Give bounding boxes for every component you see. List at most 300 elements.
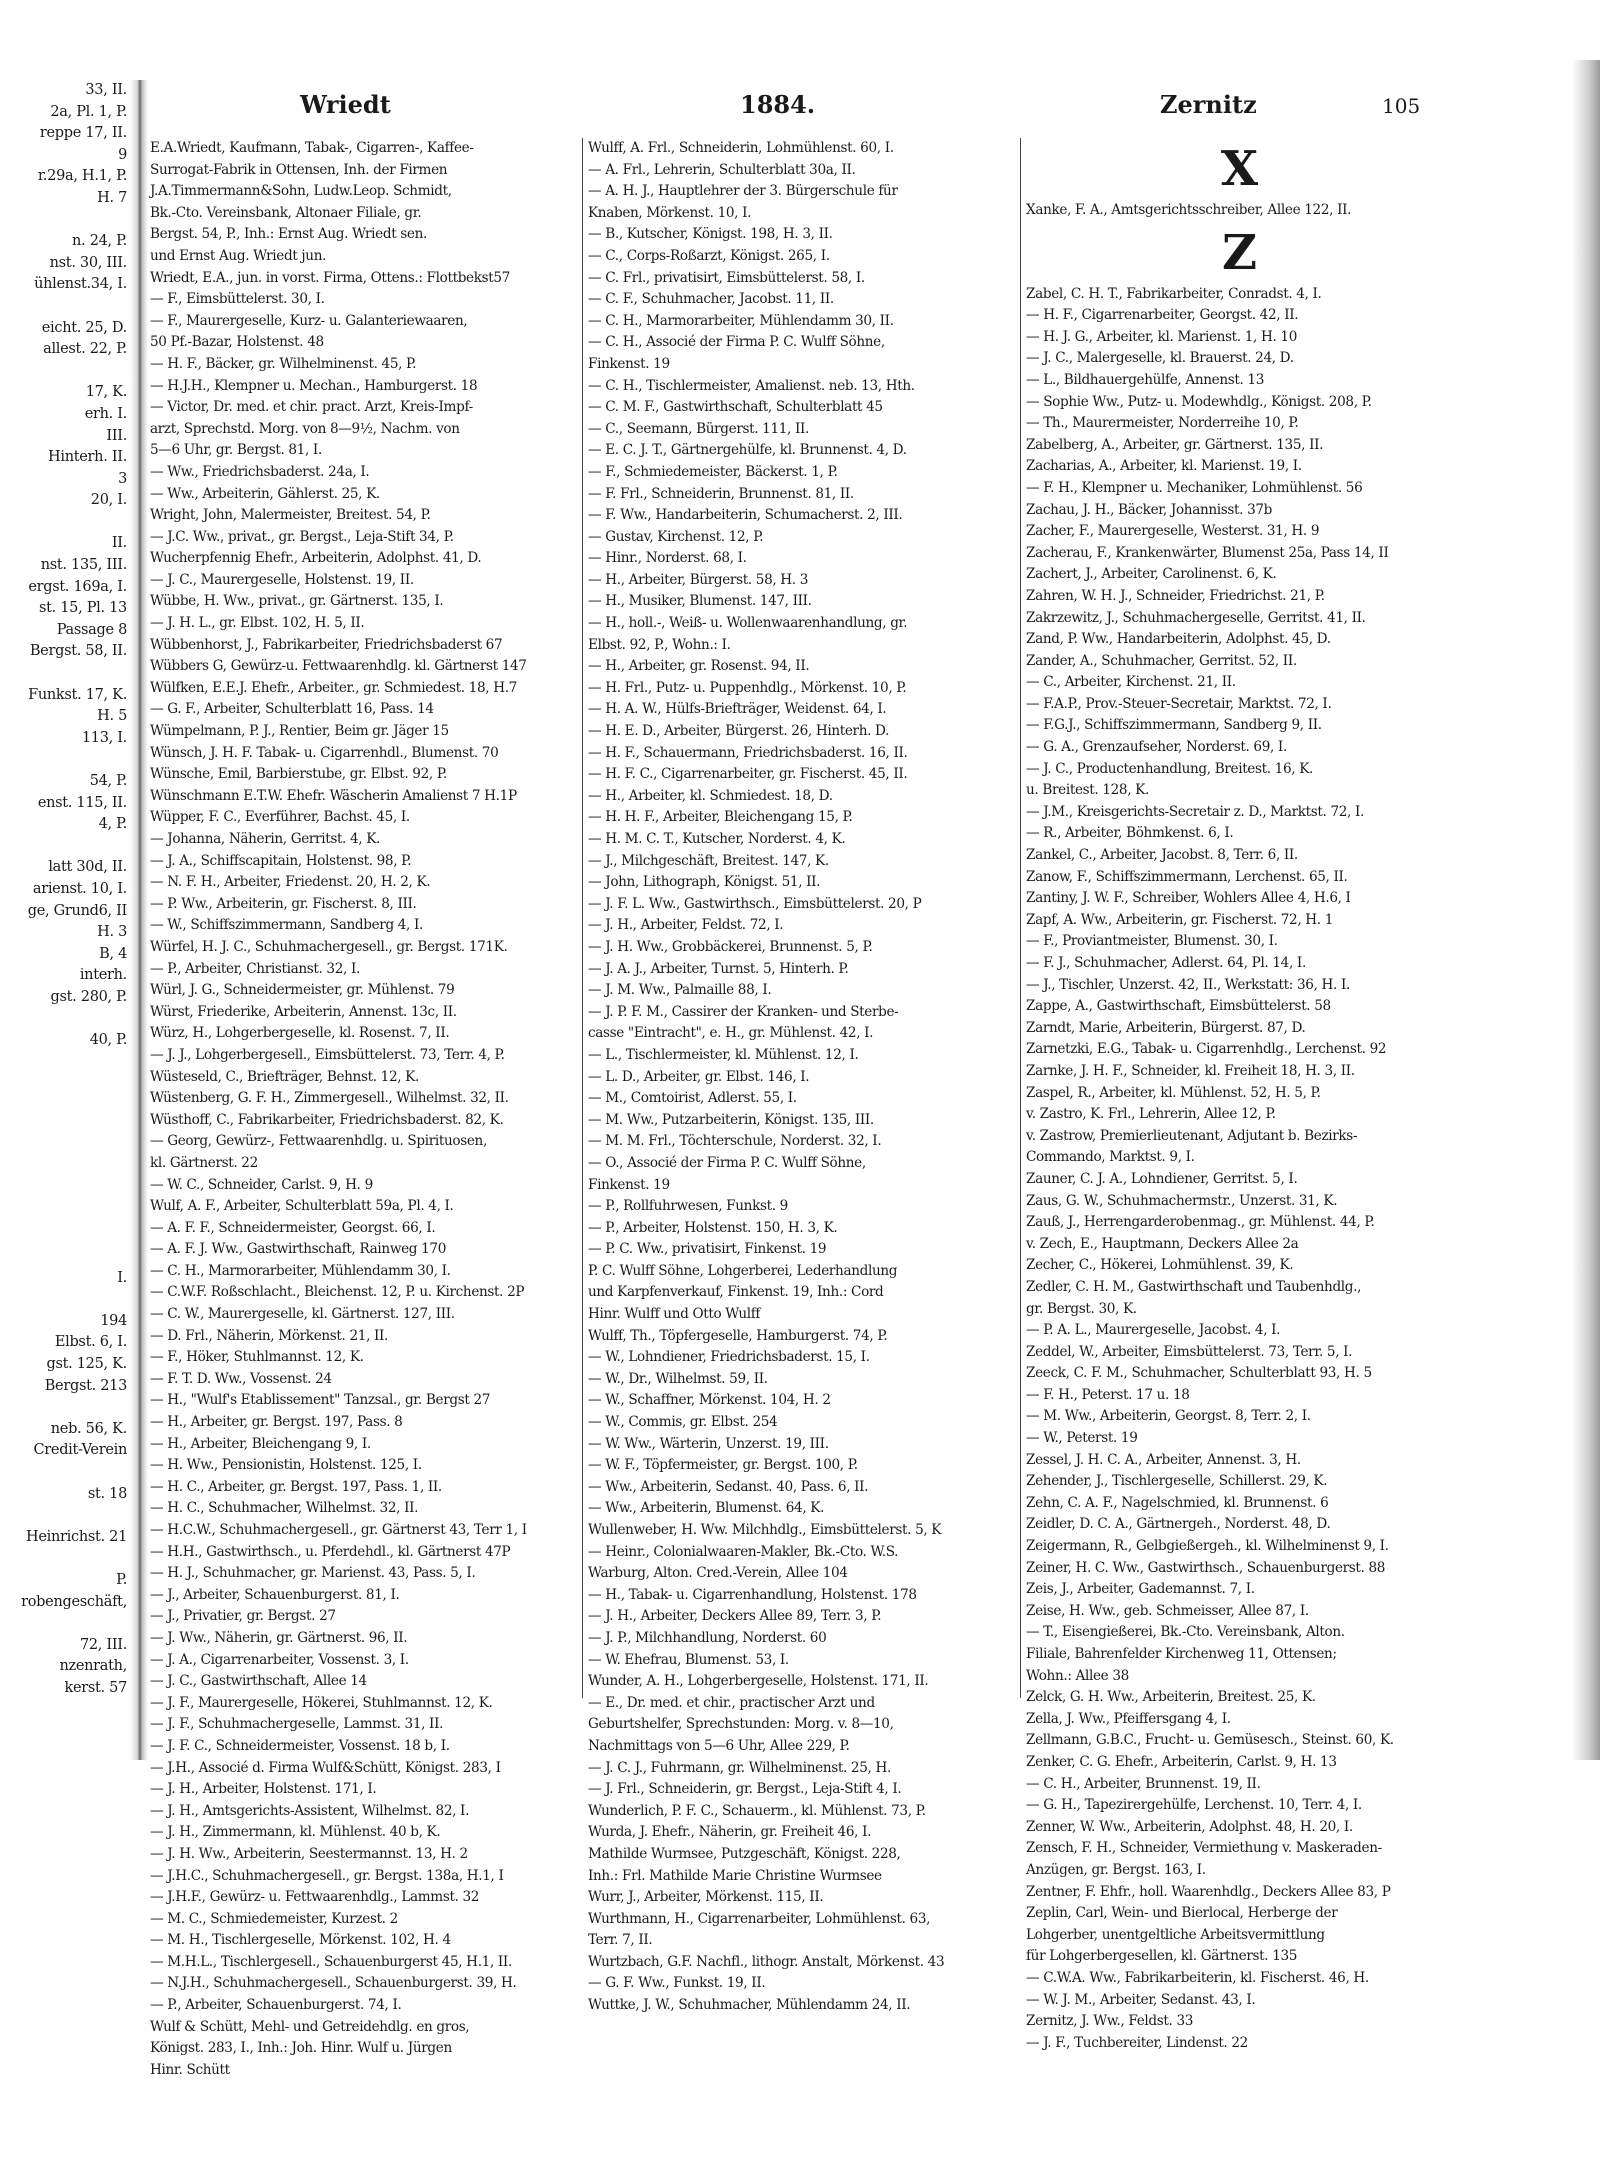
strip-line: neb. 56, K. <box>50 1420 127 1437</box>
directory-entry: — J. H., Arbeiter, Holstenst. 171, I. <box>150 1781 377 1798</box>
directory-entry: — C.W.F. Roßschlacht., Bleichenst. 12, P. u. Kirchenst. 2P <box>150 1284 525 1301</box>
directory-entry: — W., Dr., Wilhelmst. 59, II. <box>588 1370 768 1387</box>
directory-entry: — C. Frl., privatisirt, Eimsbüttelerst. 58, I. <box>588 269 865 286</box>
directory-entry: 50 Pf.-Bazar, Holstenst. 48 <box>150 334 324 351</box>
directory-entry: Wümpelmann, P. J., Rentier, Beim gr. Jäger 15 <box>150 723 449 740</box>
directory-entry: — J. P. F. M., Cassirer der Kranken- und Sterbe- <box>588 1003 899 1020</box>
header-right-catchword: Zernitz <box>1160 90 1257 119</box>
strip-line: 2a, Pl. 1, P. <box>50 103 127 120</box>
directory-entry: — P., Arbeiter, Schauenburgerst. 74, I. <box>150 1997 402 2014</box>
directory-entry: — Johanna, Näherin, Gerritst. 4, K. <box>150 831 381 847</box>
directory-entry: Bergst. 54, P., Inh.: Ernst Aug. Wriedt sen. <box>150 226 427 243</box>
directory-entry: Zeise, H. Ww., geb. Schmeisser, Allee 87, I. <box>1026 1602 1309 1619</box>
directory-entry: — C., Arbeiter, Kirchenst. 21, II. <box>1026 674 1236 691</box>
strip-line <box>0 1505 135 1527</box>
strip-line: latt 30d, II. <box>48 859 127 876</box>
directory-entry: Zacharias, A., Arbeiter, kl. Marienst. 19, I. <box>1026 458 1302 475</box>
directory-entry: — H.C.W., Schuhmachergesell., gr. Gärtnerst 43, Terr 1, I <box>150 1522 527 1538</box>
page-body <box>150 80 1510 2078</box>
directory-entry: — Georg, Gewürz-, Fettwaarenhdlg. u. Spirituosen, <box>150 1133 487 1150</box>
directory-entry: — J. F., Schuhmachergeselle, Lammst. 31, II. <box>150 1716 444 1733</box>
directory-entry: — W., Commis, gr. Elbst. 254 <box>588 1414 778 1431</box>
directory-entry: — G. F., Arbeiter, Schulterblatt 16, Pass. 14 <box>150 701 434 718</box>
page-number: 105 <box>1382 94 1421 118</box>
directory-entry: Wübbers G, Gewürz-u. Fettwaarenhdlg. kl. Gärtnerst 147 <box>150 658 527 675</box>
directory-entry: — Ww., Friedrichsbaderst. 24a, I. <box>150 463 370 480</box>
strip-line: P. <box>116 1571 127 1588</box>
directory-entry: — G. F. Ww., Funkst. 19, II. <box>588 1975 766 1992</box>
directory-entry: J.A.Timmermann&Sohn, Ludw.Leop. Schmidt, <box>150 183 452 200</box>
directory-entry: — J.H.F., Gewürz- u. Fettwaarenhdlg., Lammst. 32 <box>150 1889 480 1906</box>
directory-entry: — C. H., Marmorarbeiter, Mühlendamm 30, II. <box>588 312 894 329</box>
directory-entry: — H., Arbeiter, gr. Bergst. 197, Pass. 8 <box>150 1414 403 1431</box>
directory-entry: — J.H., Associé d. Firma Wulf&Schütt, Königst. 283, I <box>150 1759 501 1776</box>
directory-entry: — N.J.H., Schuhmachergesell., Schauenburgerst. 39, H. <box>150 1975 517 1992</box>
strip-line: ergst. 169a, I. <box>28 578 127 595</box>
directory-entry: Finkenst. 19 <box>588 1176 670 1193</box>
directory-entry: Wüpper, F. C., Everführer, Bachst. 45, I. <box>150 809 410 826</box>
directory-entry: Zessel, J. H. C. A., Arbeiter, Annenst. 3, H. <box>1026 1451 1301 1468</box>
directory-entry: — P., Arbeiter, Holstenst. 150, H. 3, K. <box>588 1219 838 1236</box>
directory-entry: Zantiny, J. W. F., Schreiber, Wohlers Allee 4, H.6, I <box>1026 890 1351 907</box>
section-letter: Z <box>1221 224 1258 281</box>
directory-entry: v. Zech, E., Hauptmann, Deckers Allee 2a <box>1026 1235 1299 1252</box>
strip-line: nst. 135, III. <box>40 557 127 574</box>
directory-entry: gr. Bergst. 30, K. <box>1026 1300 1137 1317</box>
directory-entry: — J., Arbeiter, Schauenburgerst. 81, I. <box>150 1586 400 1603</box>
directory-entry: — O., Associé der Firma P. C. Wulff Söhne, <box>588 1154 866 1171</box>
directory-entry: — A. Frl., Lehrerin, Schulterblatt 30a, II. <box>588 161 856 178</box>
strip-line: Credit-Verein <box>33 1442 127 1459</box>
directory-entry: — M. H., Tischlergeselle, Mörkenst. 102, H. 4 <box>150 1932 451 1949</box>
directory-entry: — C. H., Marmorarbeiter, Mühlendamm 30, I. <box>150 1262 451 1279</box>
directory-entry: Wübbe, H. Ww., privat., gr. Gärtnerst. 135, I. <box>150 593 444 610</box>
directory-entry: — G. H., Tapezirergehülfe, Lerchenst. 10, Terr. 4, I. <box>1026 1797 1362 1814</box>
directory-entry: Würl, J. G., Schneidermeister, gr. Mühlenst. 79 <box>150 982 455 999</box>
strip-line: Heinrichst. 21 <box>26 1528 127 1545</box>
directory-entry: — W. J. M., Arbeiter, Sedanst. 43, I. <box>1026 1991 1256 2008</box>
strip-line: 72, III. <box>79 1636 127 1653</box>
directory-entry: Wüstenberg, G. F. H., Zimmergesell., Wilhelmst. 32, II. <box>150 1090 509 1107</box>
directory-entry: Surrogat-Fabrik in Ottensen, Inh. der Firmen <box>150 161 448 178</box>
directory-entry: — P. Ww., Arbeiterin, gr. Fischerst. 8, III. <box>150 895 417 912</box>
directory-entry: Wulf, A. F., Arbeiter, Schulterblatt 59a, Pl. 4, I. <box>150 1198 454 1215</box>
adjacent-page-strip <box>0 80 135 1760</box>
directory-entry: Geburtshelfer, Sprechstunden: Morg. v. 8—10, <box>588 1716 894 1733</box>
strip-line: II. <box>111 535 127 552</box>
directory-entry: — J. H. Ww., Grobbäckerei, Brunnenst. 5, P. <box>588 938 873 955</box>
strip-line: nst. 30, III. <box>49 254 127 271</box>
directory-entry: — F. H., Peterst. 17 u. 18 <box>1026 1386 1190 1403</box>
directory-entry: Finkenst. 19 <box>588 355 670 372</box>
directory-entry: Zappe, A., Gastwirthschaft, Eimsbüttelerst. 58 <box>1026 998 1331 1015</box>
directory-entry: Nachmittags von 5—6 Uhr, Allee 229, P. <box>588 1737 850 1754</box>
strip-line: enst. 115, II. <box>37 794 127 811</box>
directory-entry: — J., Tischler, Unzerst. 42, II., Werkstatt: 36, H. I. <box>1026 976 1350 993</box>
directory-entry: — F., Höker, Stuhlmannst. 12, K. <box>150 1349 364 1366</box>
strip-line <box>0 296 135 318</box>
strip-line: interh. <box>79 967 127 984</box>
directory-entry: — F.G.J., Schiffszimmermann, Sandberg 9, II. <box>1026 717 1322 734</box>
directory-entry: — J. H., Amtsgerichts-Assistent, Wilhelmst. 82, I. <box>150 1802 470 1819</box>
strip-line <box>0 1095 135 1117</box>
strip-line: 9 <box>118 146 127 163</box>
strip-line: gst. 125, K. <box>46 1356 127 1373</box>
directory-entry: — H., Arbeiter, Bleichengang 9, I. <box>150 1435 371 1452</box>
directory-entry: — J. Ww., Näherin, gr. Gärtnerst. 96, II. <box>150 1629 408 1646</box>
directory-entry: Mathilde Wurmsee, Putzgeschäft, Königst. 228, <box>588 1845 901 1862</box>
directory-entry: Wünschmann E.T.W. Ehefr. Wäscherin Amalienst 7 H.1P <box>150 787 517 804</box>
strip-line: 40, P. <box>89 1032 127 1049</box>
strip-line: n. 24, P. <box>72 233 127 250</box>
strip-line: allest. 22, P. <box>43 341 127 358</box>
directory-entry: — N. F. H., Arbeiter, Friedenst. 20, H. 2, K. <box>150 874 431 891</box>
directory-entry: — J. C., Malergeselle, kl. Brauerst. 24, D. <box>1026 350 1294 367</box>
directory-entry: Zella, J. Ww., Pfeiffersgang 4, I. <box>1026 1710 1231 1727</box>
directory-entry: Bk.-Cto. Vereinsbank, Altonaer Filiale, gr. <box>150 204 422 221</box>
strip-line: ge, Grund6, II <box>27 902 127 919</box>
directory-entry: — J. C., Productenhandlung, Breitest. 16, K. <box>1026 760 1313 777</box>
directory-entry: — C. W., Maurergeselle, kl. Gärtnerst. 127, III. <box>150 1306 455 1323</box>
directory-entry: Zanow, F., Schiffszimmermann, Lerchenst. 65, II. <box>1026 868 1348 885</box>
directory-entry: Zand, P. Ww., Handarbeiterin, Adolphst. 45, D. <box>1026 631 1331 648</box>
strip-line: H. 5 <box>97 708 127 725</box>
directory-entry: Zacherau, F., Krankenwärter, Blumenst 25a, Pass 14, II <box>1026 544 1389 561</box>
directory-entry: Königst. 283, I., Inh.: Joh. Hinr. Wulf u. Jürgen <box>150 2040 452 2057</box>
directory-entry: — J. M. Ww., Palmaille 88, I. <box>588 982 772 999</box>
directory-entry: — J. P., Milchhandlung, Norderst. 60 <box>588 1629 827 1646</box>
directory-entry: — H., Tabak- u. Cigarrenhandlung, Holstenst. 178 <box>588 1586 917 1603</box>
strip-line: nzenrath, <box>59 1658 127 1675</box>
directory-entry: für Lohgerbergesellen, kl. Gärtnerst. 135 <box>1026 1948 1298 1965</box>
directory-entry: Zeidler, D. C. A., Gärtnergeh., Norderst. 48, D. <box>1026 1516 1331 1533</box>
directory-entry: Elbst. 92, P., Wohn.: I. <box>588 636 731 653</box>
directory-entry: — W., Peterst. 19 <box>1026 1430 1138 1447</box>
directory-entry: Wullenweber, H. Ww. Milchhdlg., Eimsbüttelerst. 5, K <box>588 1522 942 1538</box>
directory-entry: — A. F. J. Ww., Gastwirthschaft, Rainweg 170 <box>150 1241 447 1258</box>
strip-line: I. <box>117 1269 127 1286</box>
directory-entry: — J. H., Zimmermann, kl. Mühlenst. 40 b, K. <box>150 1824 441 1841</box>
strip-line <box>0 512 135 534</box>
directory-entry: Würst, Friederike, Arbeiterin, Annenst. 13c, II. <box>150 1003 457 1020</box>
directory-entry: — J. F. L. Ww., Gastwirthsch., Eimsbüttelerst. 20, P <box>588 895 922 912</box>
strip-line <box>0 1224 135 1246</box>
directory-entry: — P. C. Ww., privatisirt, Finkenst. 19 <box>588 1241 827 1258</box>
directory-entry: E.A.Wriedt, Kaufmann, Tabak-, Cigarren-, Kaffee- <box>150 140 474 156</box>
directory-entry: Wriedt, E.A., jun. in vorst. Firma, Ottens.: Flottbekst57 <box>150 269 510 286</box>
directory-entry: — C. H., Tischlermeister, Amalienst. neb. 13, Hth. <box>588 377 915 394</box>
strip-line <box>0 210 135 232</box>
directory-entry: — J.M., Kreisgerichts-Secretair z. D., Marktst. 72, I. <box>1026 803 1364 820</box>
strip-line: Bergst. 58, II. <box>29 643 127 660</box>
directory-entry: Zentner, F. Ehfr., holl. Waarenhdlg., Deckers Allee 83, P <box>1026 1883 1391 1900</box>
directory-entry: — L., Bildhauergehülfe, Annenst. 13 <box>1026 371 1265 388</box>
directory-entry: Zaus, G. W., Schuhmachermstr., Unzerst. 31, K. <box>1026 1192 1338 1209</box>
directory-entry: — F. J., Schuhmacher, Adlerst. 64, Pl. 14, I. <box>1026 955 1306 971</box>
strip-line: r.29a, H.1, P. <box>37 168 127 185</box>
directory-entry: — L. D., Arbeiter, gr. Elbst. 146, I. <box>588 1068 810 1085</box>
directory-entry: — F., Maurergeselle, Kurz- u. Galanteriewaaren, <box>150 312 468 329</box>
directory-entry: — F., Eimsbüttelerst. 30, I. <box>150 291 325 308</box>
column-3 <box>1026 138 1453 2054</box>
strip-line: Hinterh. II. <box>48 449 127 466</box>
directory-entry: — Ww., Arbeiterin, Gählerst. 25, K. <box>150 485 380 502</box>
strip-line: H. 3 <box>97 924 127 941</box>
directory-entry: — H. F. C., Cigarrenarbeiter, gr. Fischerst. 45, II. <box>588 766 908 783</box>
directory-entry: — H. Ww., Pensionistin, Holstenst. 125, I. <box>150 1457 422 1474</box>
directory-entry: Zehender, J., Tischlergeselle, Schillerst. 29, K. <box>1026 1473 1328 1490</box>
directory-entry: — Hinr., Norderst. 68, I. <box>588 550 747 567</box>
directory-entry: Würfel, H. J. C., Schuhmachergesell., gr. Bergst. 171K. <box>150 938 508 955</box>
strip-line: robengeschäft, <box>21 1593 127 1610</box>
directory-entry: Zaspel, R., Arbeiter, kl. Mühlenst. 52, H. 5, P. <box>1026 1084 1321 1101</box>
directory-entry: Zenker, C. G. Ehefr., Arbeiterin, Carlst. 9, H. 13 <box>1026 1753 1337 1770</box>
directory-entry: — H. F., Cigarrenarbeiter, Georgst. 42, II. <box>1026 307 1299 324</box>
directory-entry: — M.H.L., Tischlergesell., Schauenburgerst 45, H.1, II. <box>150 1953 512 1970</box>
directory-entry: — T., Eisengießerei, Bk.-Cto. Vereinsbank, Alton. <box>1026 1624 1345 1641</box>
directory-entry: — Ww., Arbeiterin, Blumenst. 64, K. <box>588 1500 825 1517</box>
directory-entry: — H., "Wulf's Etablissement" Tanzsal., gr. Bergst 27 <box>150 1392 491 1409</box>
directory-entry: Zachert, J., Arbeiter, Carolinenst. 6, K. <box>1026 566 1277 583</box>
directory-entry: Zeplin, Carl, Wein- und Bierlocal, Herberge der <box>1026 1905 1338 1922</box>
directory-entry: Zeigermann, R., Gelbgießergeh., kl. Wilhelminenst 9, I. <box>1026 1538 1389 1555</box>
directory-entry: Zeddel, W., Arbeiter, Eimsbüttelerst. 73, Terr. 5, I. <box>1026 1343 1353 1360</box>
strip-line <box>0 361 135 383</box>
directory-entry: und Karpfenverkauf, Finkenst. 19, Inh.: Cord <box>588 1284 884 1301</box>
strip-line <box>0 1613 135 1635</box>
strip-line: H. 7 <box>97 189 127 206</box>
directory-entry: — H., Arbeiter, Bürgerst. 58, H. 3 <box>588 571 809 588</box>
directory-entry: — H., Arbeiter, kl. Schmiedest. 18, D. <box>588 787 833 804</box>
directory-entry: Wulff, A. Frl., Schneiderin, Lohmühlenst. 60, I. <box>588 140 894 156</box>
strip-line: reppe 17, II. <box>39 125 127 142</box>
directory-entry: — G. A., Grenzaufseher, Norderst. 69, I. <box>1026 739 1287 756</box>
directory-entry: — C. H., Arbeiter, Brunnenst. 19, II. <box>1026 1775 1261 1792</box>
directory-entry: — J. Frl., Schneiderin, gr. Bergst., Leja-Stift 4, I. <box>588 1781 902 1798</box>
directory-entry: — C.W.A. Ww., Fabrikarbeiterin, kl. Fischerst. 46, H. <box>1026 1969 1369 1986</box>
directory-entry: — J. F., Maurergeselle, Hökerei, Stuhlmannst. 12, K. <box>150 1694 493 1711</box>
directory-entry: — E., Dr. med. et chir., practischer Arzt und <box>588 1694 875 1711</box>
directory-entry: — W., Schiffszimmermann, Sandberg 4, I. <box>150 917 423 934</box>
directory-entry: — J.H.C., Schuhmachergesell., gr. Bergst. 138a, H.1, I <box>150 1867 504 1884</box>
strip-line: arienst. 10, I. <box>32 880 127 897</box>
directory-entry: Lohgerber, unentgeltliche Arbeitsvermittlung <box>1026 1926 1325 1943</box>
directory-entry: — H. H. F., Arbeiter, Bleichengang 15, P. <box>588 809 853 826</box>
strip-line <box>0 1052 135 1074</box>
directory-entry: Wunder, A. H., Lohgerbergeselle, Holstenst. 171, II. <box>588 1673 929 1690</box>
directory-entry: Zensch, F. H., Schneider, Vermiethung v. Maskeraden- <box>1026 1840 1382 1857</box>
directory-entry: kl. Gärtnerst. 22 <box>150 1154 258 1171</box>
directory-entry: — A. F. F., Schneidermeister, Georgst. 66, I. <box>150 1219 436 1236</box>
directory-entry: Anzügen, gr. Bergst. 163, I. <box>1026 1861 1206 1878</box>
strip-line <box>0 1397 135 1419</box>
directory-entry: — J. H., Arbeiter, Feldst. 72, I. <box>588 917 784 934</box>
directory-entry: — R., Arbeiter, Böhmkenst. 6, I. <box>1026 825 1234 842</box>
directory-entry: — H.H., Gastwirthsch., u. Pferdehdl., kl. Gärtnerst 47P <box>150 1543 511 1560</box>
directory-entry: Warburg, Alton. Cred.-Verein, Allee 104 <box>588 1565 848 1582</box>
section-letter: X <box>1220 141 1259 197</box>
strip-line: 194 <box>100 1312 127 1329</box>
directory-entry: Commando, Marktst. 9, I. <box>1026 1149 1195 1166</box>
strip-line: Passage 8 <box>56 621 127 638</box>
directory-entry: Wurthmann, H., Cigarrenarbeiter, Lohmühlenst. 63, <box>588 1910 931 1927</box>
strip-line: 113, I. <box>81 729 127 746</box>
strip-line: kerst. 57 <box>64 1679 127 1696</box>
directory-entry: Terr. 7, II. <box>588 1932 653 1949</box>
directory-entry: — J. H., Arbeiter, Deckers Allee 89, Terr. 3, P. <box>588 1608 882 1625</box>
directory-entry: Wüsteseld, C., Briefträger, Behnst. 12, K. <box>150 1068 419 1085</box>
directory-entry: und Ernst Aug. Wriedt jun. <box>150 247 327 264</box>
directory-entry: — J. C., Gastwirthschaft, Allee 14 <box>150 1673 367 1690</box>
directory-entry: — H. J., Schuhmacher, gr. Marienst. 43, Pass. 5, I. <box>150 1565 476 1582</box>
directory-entry: u. Breitest. 128, K. <box>1026 782 1149 799</box>
directory-entry: — L., Tischlermeister, kl. Mühlenst. 12, I. <box>588 1046 859 1063</box>
directory-entry: Hinr. Schütt <box>150 2061 230 2078</box>
directory-entry: — H., holl.-, Weiß- u. Wollenwaarenhandlung, gr. <box>588 615 908 632</box>
directory-entry: Wünsch, J. H. F. Tabak- u. Cigarrenhdl., Blumenst. 70 <box>150 744 499 761</box>
directory-entry: — H. Frl., Putz- u. Puppenhdlg., Mörkenst. 10, P. <box>588 679 907 696</box>
strip-line: 3 <box>118 470 127 487</box>
directory-entry: — J. A. J., Arbeiter, Turnst. 5, Hinterh. P. <box>588 960 849 977</box>
strip-line: Funkst. 17, K. <box>28 686 127 703</box>
strip-line <box>0 1138 135 1160</box>
directory-entry: — W., Lohndiener, Friedrichsbaderst. 15, I. <box>588 1349 870 1366</box>
strip-line <box>0 1289 135 1311</box>
directory-entry: — J. H. Ww., Arbeiterin, Seestermannst. 13, H. 2 <box>150 1845 468 1862</box>
directory-entry: Würz, H., Lohgerbergeselle, kl. Rosenst. 7, II. <box>150 1025 450 1042</box>
directory-entry: — P., Rollfuhrwesen, Funkst. 9 <box>588 1198 788 1215</box>
directory-entry: — C. M. F., Gastwirthschaft, Schulterblatt 45 <box>588 399 883 416</box>
strip-line <box>0 1160 135 1182</box>
directory-entry: — J. A., Schiffscapitain, Holstenst. 98, P. <box>150 852 412 869</box>
directory-entry: — D. Frl., Näherin, Mörkenst. 21, II. <box>150 1327 389 1344</box>
directory-entry: Zauß, J., Herrengarderobenmag., gr. Mühlenst. 44, P. <box>1026 1214 1375 1231</box>
directory-entry: — W. Ehefrau, Blumenst. 53, I. <box>588 1651 789 1668</box>
directory-entry: — J. F., Tuchbereiter, Lindenst. 22 <box>1026 2034 1248 2051</box>
directory-entry: Zarnke, J. H. F., Schneider, kl. Freiheit 18, H. 3, II. <box>1026 1062 1355 1079</box>
book-gutter <box>130 80 148 1760</box>
directory-entry: Wohn.: Allee 38 <box>1026 1667 1129 1684</box>
directory-entry: Wurda, J. Ehefr., Näherin, gr. Freiheit 46, I. <box>588 1824 872 1841</box>
directory-entry: — J. C. J., Fuhrmann, gr. Wilhelminenst. 25, H. <box>588 1759 891 1776</box>
directory-entry: Wünsche, Emil, Barbierstube, gr. Elbst. 92, P. <box>150 766 447 783</box>
column-1 <box>150 138 577 2081</box>
directory-entry: — F.A.P., Prov.-Steuer-Secretair, Marktst. 72, I. <box>1026 695 1332 712</box>
directory-entry: — M. Ww., Arbeiterin, Georgst. 8, Terr. 2, I. <box>1026 1408 1311 1425</box>
directory-entry: Zankel, C., Arbeiter, Jacobst. 8, Terr. 6, II. <box>1026 847 1298 864</box>
directory-entry: — J. H. L., gr. Elbst. 102, H. 5, II. <box>150 615 365 632</box>
directory-entry: Zacher, F., Maurergeselle, Westerst. 31, H. 9 <box>1026 523 1320 540</box>
strip-line: 54, P. <box>89 773 127 789</box>
directory-entry: — P. A. L., Maurergeselle, Jacobst. 4, I. <box>1026 1322 1281 1339</box>
column-2 <box>588 138 1015 2017</box>
directory-entry: — H. C., Schuhmacher, Wilhelmst. 32, II. <box>150 1500 419 1517</box>
directory-entry: — H., Musiker, Blumenst. 147, III. <box>588 593 812 610</box>
directory-entry: — John, Lithograph, Königst. 51, II. <box>588 874 821 891</box>
directory-entry: — H., Arbeiter, gr. Rosenst. 94, II. <box>588 658 810 675</box>
directory-entry: — C. H., Associé der Firma P. C. Wulff Söhne, <box>588 334 885 351</box>
directory-entry: Inh.: Frl. Mathilde Marie Christine Wurmsee <box>588 1867 882 1884</box>
directory-entry: — E. C. J. T., Gärtnergehülfe, kl. Brunnenst. 4, D. <box>588 442 907 459</box>
directory-entry: — J., Milchgeschäft, Breitest. 147, K. <box>588 852 829 869</box>
directory-entry: — H. A. W., Hülfs-Briefträger, Weidenst. 64, I. <box>588 701 887 718</box>
strip-line: III. <box>106 427 127 444</box>
directory-entry: — J. F. C., Schneidermeister, Vossenst. 18 b, I. <box>150 1737 450 1754</box>
strip-line: ühlenst.34, I. <box>34 276 127 293</box>
strip-line <box>0 1117 135 1139</box>
strip-line <box>0 1548 135 1570</box>
directory-entry: Wulff, Th., Töpfergeselle, Hamburgerst. 74, P. <box>588 1327 888 1344</box>
directory-entry: Wulf & Schütt, Mehl- und Getreidehdlg. en gros, <box>150 2018 470 2035</box>
directory-entry: P. C. Wulff Söhne, Lohgerberei, Lederhandlung <box>588 1262 898 1279</box>
directory-entry: — H. E. D., Arbeiter, Bürgerst. 26, Hinterh. D. <box>588 723 890 740</box>
directory-entry: — C., Corps-Roßarzt, Königst. 265, I. <box>588 247 830 264</box>
directory-entry: Zahren, W. H. J., Schneider, Friedrichst. 21, P. <box>1026 587 1325 604</box>
directory-entry: v. Zastro, K. Frl., Lehrerin, Allee 12, P. <box>1026 1106 1276 1123</box>
directory-entry: Zapf, A. Ww., Arbeiterin, gr. Fischerst. 72, H. 1 <box>1026 911 1334 928</box>
directory-entry: — M. Ww., Putzarbeiterin, Königst. 135, III. <box>588 1111 874 1128</box>
directory-entry: — Th., Maurermeister, Norderreihe 10, P. <box>1026 415 1299 432</box>
directory-entry: — J. J., Lohgerbergesell., Eimsbüttelerst. 73, Terr. 4, P. <box>150 1046 505 1063</box>
strip-line: 20, I. <box>90 492 127 509</box>
strip-line <box>0 1203 135 1225</box>
directory-entry: — Victor, Dr. med. et chir. pract. Arzt, Kreis-Impf- <box>150 399 473 416</box>
directory-entry: Zabelberg, A., Arbeiter, gr. Gärtnerst. 135, II. <box>1026 436 1324 453</box>
directory-entry: — H. C., Arbeiter, gr. Bergst. 197, Pass. 1, II. <box>150 1478 442 1495</box>
directory-entry: — A. H. J., Hauptlehrer der 3. Bürgerschule für <box>588 183 898 200</box>
directory-entry: — Heinr., Colonialwaaren-Makler, Bk.-Cto. W.S. <box>588 1543 899 1560</box>
strip-line: 33, II. <box>85 82 127 98</box>
directory-entry: — Sophie Ww., Putz- u. Modewhdlg., Königst. 208, P. <box>1026 393 1372 410</box>
directory-entry: — M. M. Frl., Töchterschule, Norderst. 32, I. <box>588 1133 882 1150</box>
strip-line <box>0 1181 135 1203</box>
directory-entry: — W., Schaffner, Mörkenst. 104, H. 2 <box>588 1392 831 1409</box>
directory-entry: — H. J. G., Arbeiter, kl. Marienst. 1, H. 10 <box>1026 328 1298 345</box>
column-divider <box>582 138 583 1698</box>
strip-line <box>0 663 135 685</box>
directory-entry: — M. C., Schmiedemeister, Kurzest. 2 <box>150 1910 398 1927</box>
directory-entry: Zellmann, G.B.C., Frucht- u. Gemüsesch., Steinst. 60, K. <box>1026 1732 1394 1749</box>
directory-entry: — M., Comtoirist, Adlerst. 55, I. <box>588 1090 797 1107</box>
directory-entry: Filiale, Bahrenfelder Kirchenweg 11, Ottensen; <box>1026 1646 1337 1662</box>
directory-entry: — J.C. Ww., privat., gr. Bergst., Leja-Stift 34, P. <box>150 528 454 545</box>
directory-entry: Wuttke, J. W., Schuhmacher, Mühlendamm 24, II. <box>588 1997 911 2014</box>
directory-entry: — W. F., Töpfermeister, gr. Bergst. 100, P. <box>588 1457 858 1474</box>
directory-entry: Zabel, C. H. T., Fabrikarbeiter, Conradst. 4, I. <box>1026 285 1322 302</box>
directory-entry: Zander, A., Schuhmacher, Gerritst. 52, II. <box>1026 652 1297 669</box>
directory-entry: Wülfken, E.E.J. Ehefr., Arbeiter., gr. Schmiedest. 18, H.7 <box>150 679 517 696</box>
directory-entry: — W. C., Schneider, Carlst. 9, H. 9 <box>150 1176 373 1193</box>
directory-entry: Hinr. Wulff und Otto Wulff <box>588 1306 761 1323</box>
directory-entry: Zenner, W. Ww., Arbeiterin, Adolphst. 48, H. 20, I. <box>1026 1818 1353 1835</box>
directory-entry: Knaben, Mörkenst. 10, I. <box>588 204 752 221</box>
directory-entry: — P., Arbeiter, Christianst. 32, I. <box>150 960 360 977</box>
directory-entry: Zecher, C., Hökerei, Lohmühlenst. 39, K. <box>1026 1257 1294 1274</box>
directory-entry: Zakrzewitz, J., Schuhmachergeselle, Gerritst. 41, II. <box>1026 609 1366 626</box>
strip-line: 17, K. <box>85 384 127 401</box>
directory-entry: — J., Privatier, gr. Bergst. 27 <box>150 1608 336 1625</box>
directory-entry: — B., Kutscher, Königst. 198, H. 3, II. <box>588 226 833 243</box>
directory-entry: — W. Ww., Wärterin, Unzerst. 19, III. <box>588 1435 829 1452</box>
strip-line <box>0 1073 135 1095</box>
directory-entry: arzt, Sprechstd. Morg. von 8—9½, Nachm. von <box>150 420 460 437</box>
directory-entry: — H. F., Bäcker, gr. Wilhelminenst. 45, P. <box>150 355 417 372</box>
strip-line: st. 18 <box>87 1485 127 1502</box>
directory-entry: — F. Ww., Handarbeiterin, Schumacherst. 2, III. <box>588 507 903 524</box>
directory-entry: Wright, John, Malermeister, Breitest. 54, P. <box>150 507 431 524</box>
directory-entry: — J. C., Maurergeselle, Holstenst. 19, II. <box>150 571 414 588</box>
directory-entry: — C. F., Schuhmacher, Jacobst. 11, II. <box>588 291 834 308</box>
